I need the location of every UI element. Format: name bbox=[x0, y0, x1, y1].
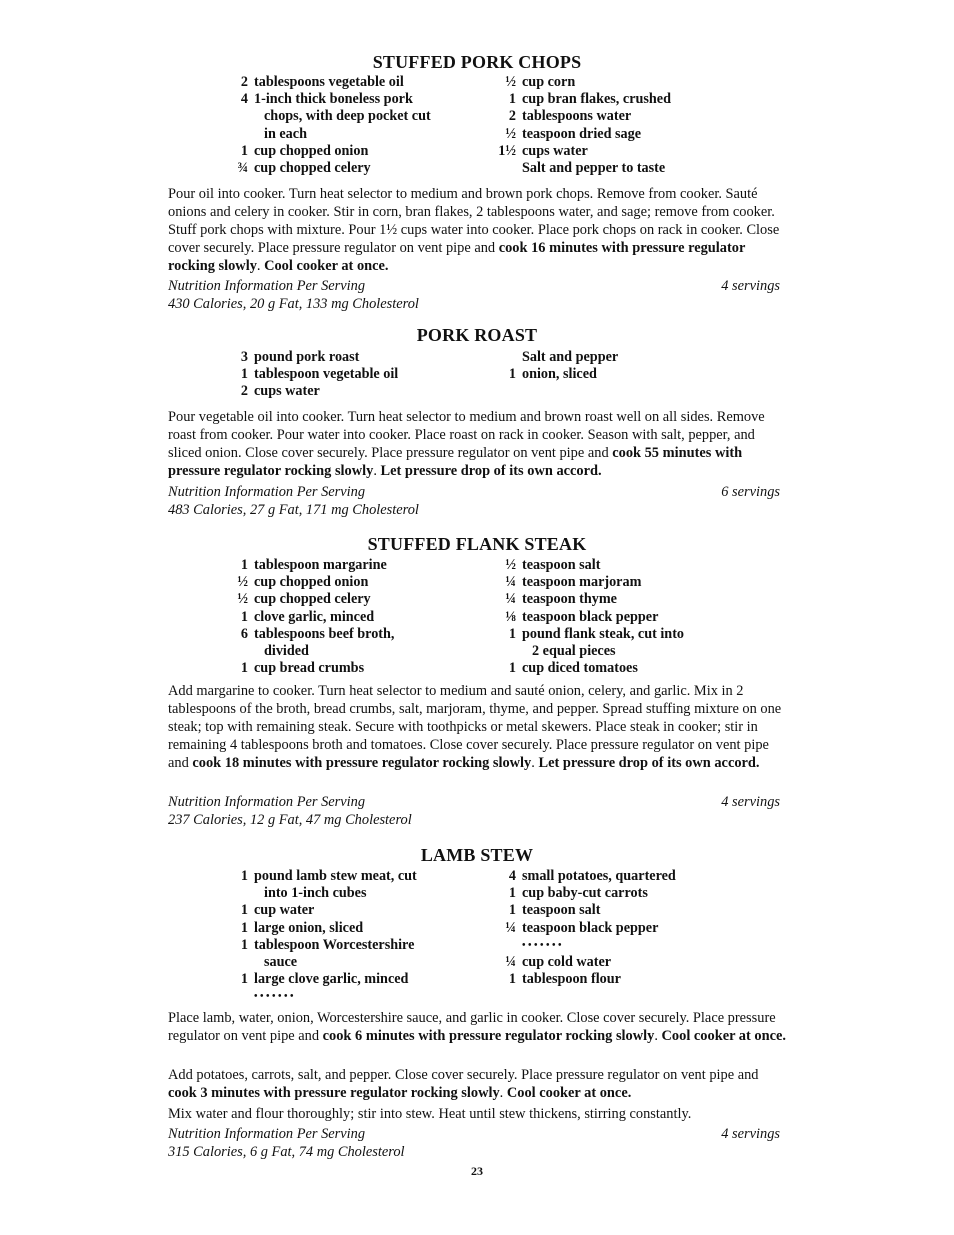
ingredient-item bbox=[494, 971, 676, 988]
ingredient-item bbox=[494, 349, 618, 366]
ingredient-text: clove garlic, minced bbox=[254, 608, 375, 625]
ingredient-text: cup corn bbox=[522, 74, 576, 90]
ingredient-quantity: ¼ bbox=[505, 954, 516, 971]
ingredient-item bbox=[494, 885, 676, 902]
ingredient-item bbox=[226, 868, 417, 885]
ingredient-text: teaspoon salt bbox=[522, 902, 601, 919]
ingredient-quantity: 1 bbox=[508, 625, 516, 642]
ingredient-item bbox=[494, 91, 671, 108]
ingredient-item bbox=[226, 920, 417, 937]
ingredient-quantity: 2 bbox=[240, 383, 248, 400]
nutrition-values: 237 Calories, 12 g Fat, 47 mg Cholesterol bbox=[168, 812, 412, 828]
ingredient-text: pound lamb stew meat, cut bbox=[254, 868, 417, 884]
ingredient-text: cup chopped celery bbox=[254, 591, 371, 608]
instructions-paragraph bbox=[168, 185, 788, 275]
instruction-text: Add potatoes, carrots, salt, and pepper. Close cover securely. Place pressure regulator on vent pipe and bbox=[168, 1067, 759, 1083]
page-number: 23 bbox=[471, 1164, 483, 1178]
ingredient-text: tablespoon vegetable oil bbox=[254, 366, 399, 383]
ingredient-text: teaspoon marjoram bbox=[522, 574, 642, 591]
ingredient-item bbox=[494, 954, 676, 971]
instruction-emphasis: Cool cooker at once. bbox=[264, 258, 389, 274]
ingredient-text: cup chopped onion bbox=[254, 574, 369, 591]
ingredient-list-right bbox=[494, 557, 684, 677]
ingredient-quantity: ¾ bbox=[237, 160, 248, 177]
ingredient-text: tablespoon flour bbox=[522, 971, 621, 988]
ingredient-item bbox=[226, 143, 431, 160]
instruction-emphasis: cook 3 minutes with pressure regulator rocking slowly bbox=[168, 1085, 500, 1101]
ingredient-quantity: 1 bbox=[508, 366, 516, 383]
separator-dots bbox=[226, 988, 417, 1005]
ingredient-list-right bbox=[494, 74, 671, 177]
ingredient-text: tablespoons beef broth, bbox=[254, 625, 395, 642]
ingredient-text: tablespoon margarine bbox=[254, 557, 387, 573]
ingredient-item bbox=[226, 160, 431, 177]
ingredient-item bbox=[226, 954, 417, 971]
ingredient-item bbox=[494, 591, 684, 608]
servings: 4 servings bbox=[721, 794, 780, 810]
ingredient-quantity: 3 bbox=[240, 349, 248, 365]
ingredient-quantity: ½ bbox=[237, 574, 248, 591]
ingredient-item bbox=[226, 971, 417, 988]
nutrition-label: Nutrition Information Per Serving bbox=[168, 278, 366, 294]
nutrition-info bbox=[168, 483, 780, 519]
ingredient-item bbox=[494, 609, 684, 626]
ingredient-item bbox=[494, 660, 684, 677]
ingredient-quantity: 1 bbox=[240, 557, 248, 573]
ingredient-quantity: 1 bbox=[240, 608, 248, 625]
ingredient-text: cup chopped onion bbox=[254, 142, 369, 159]
ingredient-text: cups water bbox=[254, 383, 320, 400]
nutrition-info bbox=[168, 1125, 780, 1161]
ingredient-list-right bbox=[494, 349, 618, 383]
ingredient-text: cup bread crumbs bbox=[254, 660, 365, 677]
ingredient-text: cup bran flakes, crushed bbox=[522, 91, 671, 108]
ingredient-quantity: 1½ bbox=[498, 142, 516, 159]
instruction-text: Add margarine to cooker. Turn heat selector to medium and sauté onion, celery, and garlic. Mix in 2 tablespoons of the broth, bread crumbs, salt, marjoram, thyme, and pepper. Spread stuffing mixture on one steak; top with remaining steak. Secure with toothpicks or metal skewers. Place steak in cooker; stir in remaining 4 tablespoons broth and tomatoes. Close cover securely. Place pressure regulator on vent pipe and bbox=[168, 683, 782, 771]
instruction-text: Place lamb, water, onion, Worcestershire sauce, and garlic in cooker. Close cover securely. Place pressure regulator on vent pipe and bbox=[168, 1010, 776, 1044]
ingredient-quantity: 1 bbox=[240, 868, 248, 884]
ingredient-text: chops, with deep pocket cut bbox=[264, 108, 431, 125]
ingredient-text: cup water bbox=[254, 902, 315, 919]
servings: 4 servings bbox=[721, 278, 780, 294]
ingredient-quantity bbox=[226, 988, 248, 1005]
dots-text: • • • • • • • bbox=[522, 939, 562, 951]
ingredient-quantity: 1 bbox=[508, 885, 516, 902]
ingredient-quantity: ¼ bbox=[505, 591, 516, 608]
ingredient-text: 1-inch thick boneless pork bbox=[254, 91, 413, 108]
ingredient-quantity bbox=[226, 643, 248, 660]
instruction-text: . bbox=[531, 755, 539, 771]
ingredient-text: small potatoes, quartered bbox=[522, 868, 676, 884]
ingredient-quantity: 1 bbox=[240, 142, 248, 159]
instruction-text: . bbox=[499, 1085, 507, 1101]
instruction-text: Mix water and flour thoroughly; stir into stew. Heat until stew thickens, stirring constantly. bbox=[168, 1106, 692, 1122]
ingredient-quantity bbox=[494, 349, 516, 366]
instruction-emphasis: Cool cooker at once. bbox=[506, 1085, 632, 1101]
nutrition-label: Nutrition Information Per Serving bbox=[168, 484, 366, 500]
ingredient-text: 2 equal pieces bbox=[532, 643, 616, 660]
ingredient-quantity: 4 bbox=[508, 868, 516, 884]
ingredient-quantity bbox=[226, 885, 248, 902]
ingredient-quantity bbox=[494, 160, 516, 177]
ingredient-item bbox=[494, 366, 618, 383]
ingredient-quantity: 1 bbox=[508, 902, 516, 919]
instruction-emphasis: Let pressure drop of its own accord. bbox=[380, 463, 602, 479]
ingredient-text: pound pork roast bbox=[254, 349, 360, 365]
ingredient-list-left bbox=[226, 349, 398, 401]
ingredient-text: cup chopped celery bbox=[254, 160, 371, 177]
ingredient-text: cup diced tomatoes bbox=[522, 660, 638, 677]
ingredient-quantity: 4 bbox=[240, 91, 248, 108]
ingredient-quantity: 2 bbox=[508, 108, 516, 125]
nutrition-info bbox=[168, 277, 780, 313]
recipe-title: PORK ROAST bbox=[416, 325, 538, 345]
ingredient-quantity bbox=[226, 126, 248, 143]
ingredient-item bbox=[494, 143, 671, 160]
instructions-paragraph bbox=[168, 682, 788, 772]
instruction-emphasis: Let pressure drop of its own accord. bbox=[538, 755, 760, 771]
instruction-text: . bbox=[654, 1028, 662, 1044]
ingredient-item bbox=[226, 349, 398, 366]
instruction-text: . bbox=[256, 258, 265, 274]
instruction-text: Pour oil into cooker. Turn heat selector to medium and brown pork chops. Remove from cooker. Sauté onions and celery in cooker. Stir in corn, bran flakes, 2 tablespoons water, and sage; remove from cooker. Stuff pork chops with mixture. Pour 1½ cups water into cooker. Place pork chops on rack in cooker. Close cover securely. Place pressure regulator on vent pipe and bbox=[168, 186, 780, 256]
ingredient-item bbox=[226, 126, 431, 143]
ingredient-quantity: 1 bbox=[240, 660, 248, 677]
ingredient-item bbox=[226, 626, 394, 643]
instruction-emphasis: cook 55 minutes with pressure regulator rocking slowly bbox=[168, 445, 743, 479]
ingredient-quantity bbox=[226, 954, 248, 971]
ingredient-item bbox=[494, 574, 684, 591]
ingredient-text: cup baby-cut carrots bbox=[522, 885, 648, 902]
ingredient-item bbox=[494, 160, 671, 177]
ingredient-quantity: 1 bbox=[240, 366, 248, 383]
ingredient-item bbox=[226, 902, 417, 919]
ingredient-text: teaspoon salt bbox=[522, 557, 601, 573]
ingredient-text: Salt and pepper to taste bbox=[522, 160, 666, 177]
ingredient-quantity: 1 bbox=[508, 91, 516, 108]
ingredient-item bbox=[494, 920, 676, 937]
ingredient-text: tablespoons water bbox=[522, 108, 632, 125]
recipe-title: STUFFED PORK CHOPS bbox=[372, 52, 582, 72]
ingredient-quantity: 1 bbox=[240, 971, 248, 988]
ingredient-quantity bbox=[494, 937, 516, 954]
ingredient-text: tablespoon Worcestershire bbox=[254, 936, 415, 953]
ingredient-quantity: 1 bbox=[508, 971, 516, 988]
ingredient-item bbox=[226, 108, 431, 125]
ingredient-list-left bbox=[226, 557, 394, 677]
ingredient-item bbox=[494, 643, 684, 660]
ingredient-quantity: ½ bbox=[505, 74, 516, 90]
ingredient-text: teaspoon black pepper bbox=[522, 608, 659, 625]
ingredient-item bbox=[226, 366, 398, 383]
ingredient-item bbox=[226, 574, 394, 591]
instructions-paragraph bbox=[168, 1066, 788, 1102]
ingredient-quantity: 1 bbox=[508, 660, 516, 677]
ingredient-item bbox=[226, 591, 394, 608]
ingredient-quantity: ½ bbox=[505, 125, 516, 142]
ingredient-item bbox=[226, 660, 394, 677]
ingredient-text: in each bbox=[264, 125, 307, 142]
recipe-title: LAMB STEW bbox=[420, 845, 534, 865]
ingredient-item bbox=[226, 383, 398, 400]
ingredient-quantity: 6 bbox=[240, 625, 248, 642]
ingredient-item bbox=[494, 557, 684, 574]
nutrition-label: Nutrition Information Per Serving bbox=[168, 1126, 366, 1142]
ingredient-item bbox=[226, 937, 417, 954]
instruction-text: . bbox=[373, 463, 381, 479]
recipe-title: STUFFED FLANK STEAK bbox=[367, 534, 587, 554]
ingredient-list-left bbox=[226, 74, 431, 177]
instruction-emphasis: cook 18 minutes with pressure regulator rocking slowly bbox=[192, 755, 532, 771]
ingredient-quantity: ⅛ bbox=[505, 608, 516, 625]
ingredient-text: teaspoon black pepper bbox=[522, 919, 659, 936]
ingredient-quantity: ½ bbox=[237, 591, 248, 608]
ingredient-text: Salt and pepper bbox=[522, 349, 619, 365]
ingredient-quantity: 2 bbox=[240, 74, 248, 90]
ingredient-item bbox=[226, 643, 394, 660]
ingredient-text: divided bbox=[264, 643, 309, 660]
ingredient-item bbox=[226, 557, 394, 574]
instructions-paragraph bbox=[168, 408, 788, 480]
ingredient-text: into 1-inch cubes bbox=[264, 885, 367, 902]
servings: 4 servings bbox=[721, 1126, 780, 1142]
ingredient-text: tablespoons vegetable oil bbox=[254, 74, 404, 90]
ingredient-quantity: ¼ bbox=[505, 919, 516, 936]
instruction-emphasis: Cool cooker at once. bbox=[661, 1028, 786, 1044]
nutrition-values: 483 Calories, 27 g Fat, 171 mg Cholesterol bbox=[168, 502, 419, 518]
separator-dots bbox=[494, 937, 676, 954]
ingredient-quantity: 1 bbox=[240, 919, 248, 936]
ingredient-text: teaspoon dried sage bbox=[522, 125, 642, 142]
instruction-text: Pour vegetable oil into cooker. Turn heat selector to medium and brown roast well on all sides. Remove roast from cooker. Pour water into cooker. Place roast on rack in cooker. Season with salt, pepper, and sliced onion. Close cover securely. Place pressure regulator on vent pipe and bbox=[168, 409, 765, 461]
ingredient-item bbox=[494, 126, 671, 143]
ingredient-list-right bbox=[494, 868, 676, 988]
ingredient-item bbox=[226, 609, 394, 626]
servings: 6 servings bbox=[721, 484, 780, 500]
instruction-emphasis: cook 6 minutes with pressure regulator rocking slowly bbox=[322, 1028, 655, 1044]
ingredient-quantity bbox=[226, 108, 248, 125]
ingredient-item bbox=[494, 902, 676, 919]
ingredient-item bbox=[494, 868, 676, 885]
ingredient-item bbox=[226, 91, 431, 108]
nutrition-values: 430 Calories, 20 g Fat, 133 mg Cholesterol bbox=[168, 296, 419, 312]
nutrition-info bbox=[168, 793, 780, 829]
ingredient-item bbox=[494, 108, 671, 125]
ingredient-quantity: ½ bbox=[505, 557, 516, 573]
ingredient-item bbox=[226, 885, 417, 902]
instructions-paragraph bbox=[168, 1105, 788, 1123]
ingredient-item bbox=[494, 626, 684, 643]
ingredient-quantity: 1 bbox=[240, 936, 248, 953]
ingredient-list-left bbox=[226, 868, 417, 1006]
ingredient-text: cup cold water bbox=[522, 954, 612, 971]
ingredient-quantity: ¼ bbox=[505, 574, 516, 591]
ingredient-item bbox=[226, 74, 431, 91]
ingredient-text: pound flank steak, cut into bbox=[522, 625, 685, 642]
instruction-emphasis: cook 16 minutes with pressure regulator rocking slowly bbox=[168, 240, 746, 274]
instructions-paragraph bbox=[168, 1009, 788, 1045]
ingredient-item bbox=[494, 74, 671, 91]
ingredient-text: onion, sliced bbox=[522, 366, 597, 383]
ingredient-text: large onion, sliced bbox=[254, 919, 364, 936]
ingredient-text: large clove garlic, minced bbox=[254, 971, 409, 988]
ingredient-text: cups water bbox=[522, 142, 588, 159]
ingredient-quantity bbox=[494, 643, 516, 660]
nutrition-values: 315 Calories, 6 g Fat, 74 mg Cholesterol bbox=[168, 1144, 405, 1160]
ingredient-quantity: 1 bbox=[240, 902, 248, 919]
nutrition-label: Nutrition Information Per Serving bbox=[168, 794, 366, 810]
ingredient-text: sauce bbox=[264, 954, 298, 971]
dots-text: • • • • • • • bbox=[254, 991, 294, 1003]
ingredient-text: teaspoon thyme bbox=[522, 591, 617, 608]
